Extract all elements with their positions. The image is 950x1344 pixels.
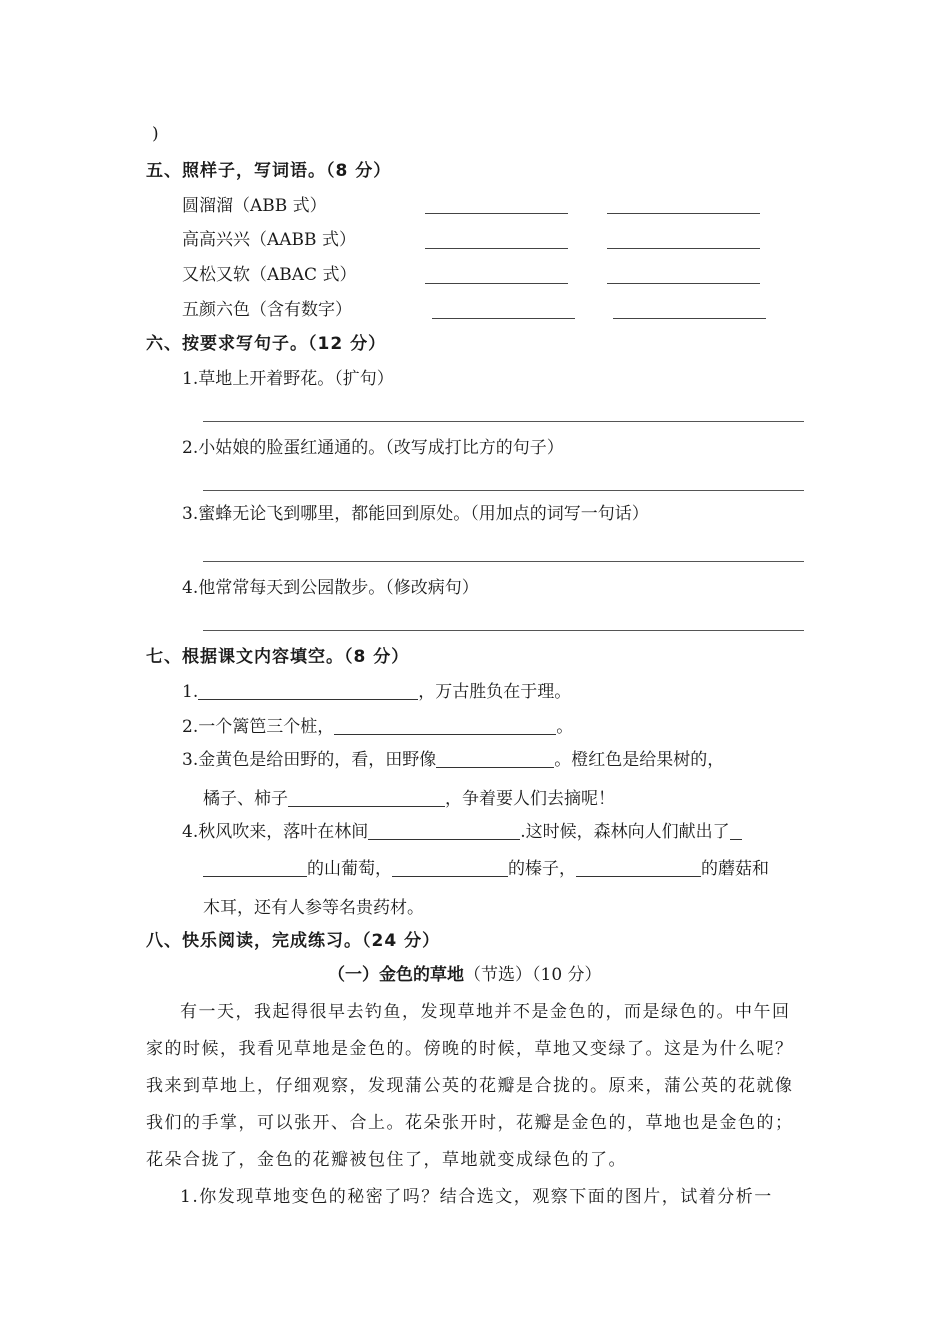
sentence-item-4: 4.他常常每天到公园散步。（修改病句） bbox=[182, 578, 479, 598]
answer-line-4[interactable] bbox=[203, 630, 804, 631]
word-item-abac: 又松又软（ABAC 式） bbox=[182, 265, 357, 285]
passage-line: 有一天，我起得很早去钓鱼，发现草地并不是金色的，而是绿色的。中午回 bbox=[180, 1002, 791, 1022]
answer-line-2[interactable] bbox=[203, 490, 804, 491]
word-item-abb: 圆溜溜（ABB 式） bbox=[182, 196, 327, 216]
fill-blank-4b[interactable] bbox=[203, 860, 307, 877]
sentence-item-3: 3.蜜蜂无论飞到哪里，都能回到原处。（用加点的词写一句话） bbox=[182, 504, 649, 524]
word-blank-4b[interactable] bbox=[613, 318, 766, 319]
passage-line: 花朵合拢了，金色的花瓣被包住了，草地就变成绿色的了。 bbox=[146, 1150, 627, 1170]
word-blank-1b[interactable] bbox=[607, 213, 760, 214]
fill-blank-3b[interactable] bbox=[288, 790, 445, 807]
passage-line: 家的时候，我看见草地是金色的。傍晚的时候，草地又变绿了。这是为什么呢？ bbox=[146, 1039, 794, 1059]
fill-blank-4d[interactable] bbox=[576, 860, 701, 877]
fill-item-3-line-1: 3.金黄色是给田野的，看，田野像 。橙红色是给果树的， bbox=[182, 750, 725, 770]
section-8-heading: 八、快乐阅读，完成练习。（24 分） bbox=[146, 931, 441, 951]
fill-blank-4b-start[interactable] bbox=[730, 823, 742, 840]
fill-blank-2[interactable] bbox=[334, 718, 556, 735]
section-6-heading: 六、按要求写句子。（12 分） bbox=[146, 334, 387, 354]
word-blank-4a[interactable] bbox=[432, 318, 575, 319]
fill-blank-3a[interactable] bbox=[436, 751, 554, 768]
passage-text bbox=[146, 994, 810, 1216]
passage-line: 我们的手掌，可以张开、合上。花朵张开时，花瓣是金色的，草地也是金色的； bbox=[146, 1113, 794, 1133]
fill-item-4-line-2: 的山葡萄， 的榛子， 的蘑菇和 bbox=[203, 858, 769, 880]
sentence-item-2: 2.小姑娘的脸蛋红通通的。（改写成打比方的句子） bbox=[182, 438, 564, 458]
fill-blank-4a[interactable] bbox=[368, 823, 520, 840]
word-item-aabb: 高高兴兴（AABB 式） bbox=[182, 230, 356, 250]
fill-blank-4c[interactable] bbox=[392, 860, 508, 877]
word-blank-2b[interactable] bbox=[607, 248, 760, 249]
question-1: 1.你发现草地变色的秘密了吗？结合选文，观察下面的图片，试着分析一 bbox=[180, 1187, 773, 1207]
word-blank-2a[interactable] bbox=[425, 248, 568, 249]
word-blank-3b[interactable] bbox=[607, 283, 760, 284]
word-blank-3a[interactable] bbox=[425, 283, 568, 284]
fill-item-3-line-2: 橘子、柿子 ，争着要人们去摘呢！ bbox=[203, 789, 615, 809]
word-blank-1a[interactable] bbox=[425, 213, 568, 214]
fill-item-4-line-3: 木耳，还有人参等名贵药材。 bbox=[203, 898, 424, 918]
fill-item-4-line-1: 4.秋风吹来，落叶在林间 .这时候，森林向人们献出了 bbox=[182, 821, 742, 843]
sentence-item-1: 1.草地上开着野花。（扩句） bbox=[182, 369, 394, 389]
answer-line-3[interactable] bbox=[203, 561, 804, 562]
fill-item-1: 1. ，万古胜负在于理。 bbox=[182, 682, 572, 702]
word-item-number: 五颜六色（含有数字） bbox=[182, 300, 352, 320]
section-5-heading: 五、照样子，写词语。（8 分） bbox=[146, 161, 392, 181]
section-7-heading: 七、根据课文内容填空。（8 分） bbox=[146, 647, 410, 667]
passage-title: （一）金色的草地（节选）（10 分） bbox=[328, 965, 602, 985]
passage-line: 我来到草地上，仔细观察，发现蒲公英的花瓣是合拢的。原来，蒲公英的花就像 bbox=[146, 1076, 794, 1096]
answer-line-1[interactable] bbox=[203, 421, 804, 422]
fill-blank-1[interactable] bbox=[198, 683, 418, 700]
fill-item-2: 2.一个篱笆三个桩， 。 bbox=[182, 717, 574, 737]
stray-paren: ) bbox=[152, 124, 159, 144]
